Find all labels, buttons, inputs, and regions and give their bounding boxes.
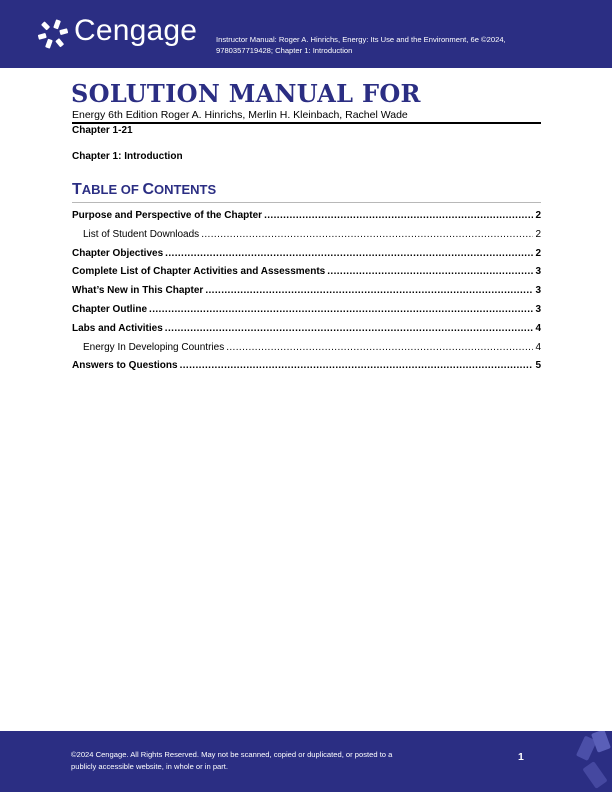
toc-entry-whats-new[interactable]	[72, 285, 541, 304]
page-header	[0, 0, 612, 68]
footer-decoration	[552, 731, 612, 792]
toc-entry-label: Chapter Outline	[72, 303, 148, 315]
toc-heading-t: T	[72, 181, 82, 198]
toc-entry-objectives[interactable]	[72, 248, 541, 267]
toc-entry-page: 3	[535, 285, 541, 297]
toc-heading	[72, 181, 216, 199]
toc-leader	[264, 210, 533, 221]
toc-leader	[165, 323, 534, 334]
toc-entry-label: Purpose and Perspective of the Chapter	[72, 210, 263, 221]
toc-entry-activities-assessments[interactable]	[72, 266, 541, 285]
toc-entry-page: 2	[535, 210, 541, 221]
toc-entry-answers[interactable]	[72, 360, 541, 379]
copyright-notice	[71, 749, 431, 773]
toc-entry-page: 3	[535, 303, 541, 315]
toc-entry-label: Labs and Activities	[72, 322, 163, 334]
toc-entry-purpose[interactable]	[72, 210, 541, 229]
toc-entry-labs-activities[interactable]	[72, 323, 541, 342]
toc-leader	[201, 229, 533, 240]
toc-entry-label: What’s New in This Chapter	[72, 285, 204, 297]
chapter-name: Chapter 1: Introduction	[72, 151, 183, 162]
toc-leader	[165, 248, 533, 259]
toc-entry-label: Chapter Objectives	[72, 247, 164, 259]
toc-entry-label: Energy In Developing Countries	[83, 341, 225, 353]
document-subtitle: Energy 6th Edition Roger A. Hinrichs, Merlin H. Kleinbach, Rachel Wade	[72, 109, 408, 121]
header-info	[216, 35, 546, 56]
toc-entry-page: 4	[535, 322, 541, 334]
toc-heading-able-of: ABLE OF	[81, 182, 143, 197]
toc-leader	[226, 342, 533, 353]
toc-leader	[205, 285, 533, 296]
toc-entry-page: 2	[535, 228, 541, 240]
chapter-range: Chapter 1-21	[72, 125, 133, 136]
copyright-line-1: ©2024 Cengage. All Rights Reserved. May not be scanned, copied or duplicated, or posted to a	[71, 750, 393, 759]
toc-divider	[72, 202, 541, 203]
page-number: 1	[518, 751, 524, 763]
page-footer	[0, 731, 612, 792]
table-of-contents	[72, 210, 541, 379]
title-divider	[72, 122, 541, 124]
toc-entry-label: Complete List of Chapter Activities and Assessments	[72, 266, 326, 278]
toc-entry-page: 4	[535, 341, 541, 353]
toc-heading-c: C	[142, 181, 155, 198]
toc-entry-page: 2	[535, 247, 541, 259]
document-title: SOLUTION MANUAL FOR	[71, 79, 421, 108]
toc-entry-label: List of Student Downloads	[83, 228, 200, 240]
toc-heading-ontents: ONTENTS	[154, 182, 217, 197]
header-info-line-2: 9780357719428; Chapter 1: Introduction	[216, 45, 353, 55]
toc-entry-student-downloads[interactable]	[72, 229, 541, 248]
toc-entry-page: 5	[535, 360, 541, 372]
cengage-burst-icon	[38, 19, 68, 49]
toc-leader	[327, 266, 533, 277]
toc-entry-page: 3	[535, 266, 541, 278]
toc-leader	[149, 304, 533, 315]
toc-entry-developing-countries[interactable]	[72, 342, 541, 361]
header-info-line-1: Instructor Manual: Roger A. Hinrichs, Energy: Its Use and the Environment, 6e ©2024,	[216, 35, 506, 44]
toc-entry-label: Answers to Questions	[72, 360, 178, 372]
toc-leader	[180, 360, 534, 371]
copyright-line-2: publicly accessible website, in whole or in part.	[71, 762, 229, 771]
brand-name: Cengage	[74, 14, 198, 47]
toc-entry-outline[interactable]	[72, 304, 541, 323]
cengage-logo	[38, 14, 198, 53]
